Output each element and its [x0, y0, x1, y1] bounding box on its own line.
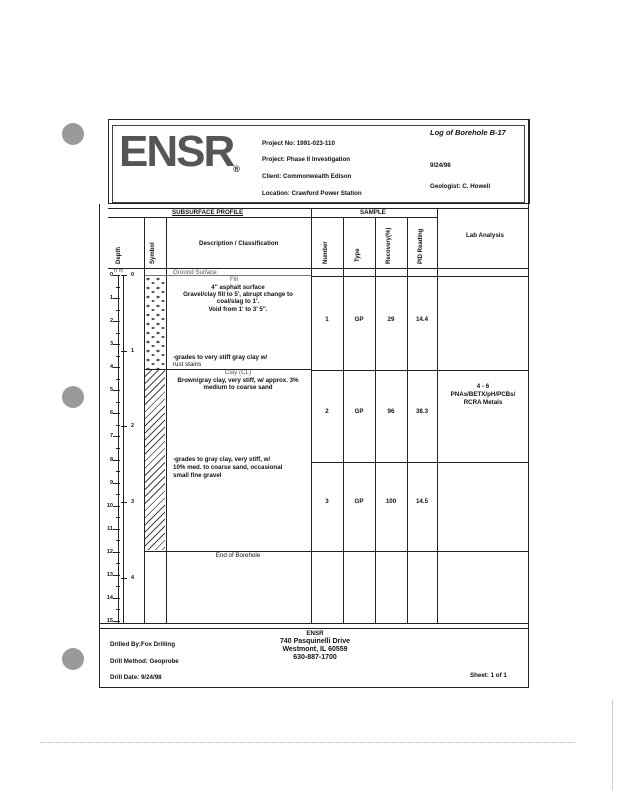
depth-tick-ft: [113, 298, 120, 299]
grades-note-1-line-1: -grades to very stiff gray clay w/: [173, 354, 268, 361]
clay-title: Clay (CL): [224, 369, 252, 376]
table-bottom-border: [99, 687, 529, 688]
sample-heading: SAMPLE: [360, 209, 386, 216]
depth-label-ft: 7: [109, 433, 113, 440]
depth-minor-tick: [116, 310, 120, 311]
drill-date: Drill Date: 9/24/98: [110, 674, 162, 681]
depth-label-m: 0: [131, 272, 135, 278]
clay-line-2: medium to coarse sand: [203, 384, 273, 391]
client: Client: Commonwealth Edison: [262, 173, 352, 180]
depth-label-ft: 11: [107, 525, 113, 532]
depth-label-ft: 10: [106, 502, 113, 509]
col-header-pid: PID Reading: [418, 228, 424, 264]
depth-tick-m: [121, 275, 127, 276]
depth-label-ft: 13: [106, 571, 113, 578]
registered-mark: ®: [233, 164, 238, 174]
lab-analysis-line-2: RCRA Metals: [463, 399, 503, 406]
sample-row-line-2: [311, 370, 528, 371]
grades-note-1-line-2: rust stains: [173, 361, 202, 368]
project-number: Project No: 1991-023-110: [262, 140, 335, 147]
grades-note-2-line-2: 10% med. to coarse sand, occasional: [173, 464, 283, 471]
depth-label-ft: 9: [109, 479, 113, 486]
col-divider-type: [343, 217, 344, 623]
footer-phone: 630-887-1700: [293, 654, 337, 661]
depth-tick-ft: [113, 367, 120, 368]
col-divider-number: [311, 208, 312, 623]
col-header-depth: Depth: [116, 247, 122, 264]
depth-tick-ft: [113, 390, 120, 391]
depth-minor-tick: [116, 448, 120, 449]
col-divider-recovery: [375, 217, 376, 623]
depth-minor-tick: [116, 586, 120, 587]
depth-tick-m: [121, 502, 127, 503]
depth-tick-m: [121, 351, 127, 352]
sample-2-recovery: 96: [387, 408, 395, 415]
depth-label-m: 4: [131, 574, 135, 581]
subsurface-profile-heading: SUBSURFACE PROFILE: [172, 209, 244, 216]
project-name: Project: Phase II Investigation: [262, 156, 351, 163]
depth-minor-tick: [116, 517, 120, 518]
depth-label-ft: 8: [109, 456, 113, 463]
header-row-line: [108, 217, 438, 218]
depth-minor-tick: [116, 540, 120, 541]
location: Location: Crawford Power Station: [262, 190, 362, 197]
depth-minor-tick: [116, 333, 120, 334]
sheet-number: Sheet: 1 of 1: [470, 672, 507, 679]
sample-3-recovery: 100: [385, 498, 397, 505]
depth-tick-ft: [113, 460, 120, 461]
fill-line-1: 4" asphalt surface: [211, 284, 265, 291]
drill-method: Drill Method: Geoprobe: [110, 658, 179, 665]
depth-label-ft: 12: [106, 548, 113, 555]
depth-tick-m: [121, 426, 127, 427]
fill-title: Fill: [230, 276, 238, 283]
sample-2-number: 2: [325, 408, 329, 415]
sample-3-number: 3: [325, 498, 329, 505]
table-left-border: [99, 204, 100, 688]
lab-analysis-depth: 4 - 6: [476, 383, 490, 390]
sample-1-type: GP: [354, 316, 364, 323]
depth-minor-tick: [116, 356, 120, 357]
scan-artifact-edge: [612, 700, 613, 790]
table-right-border: [528, 204, 529, 688]
clay-hatch-symbol: [145, 370, 165, 550]
depth-minor-tick: [116, 563, 120, 564]
depth-tick-ft: [113, 436, 120, 437]
col-header-description: Description / Classification: [199, 240, 279, 247]
depth-minor-tick: [116, 425, 120, 426]
footer-address-2: Westmont, IL 60559: [282, 646, 348, 653]
depth-tick-m: [121, 578, 127, 579]
depth-minor-tick: [116, 471, 120, 472]
ground-surface-line: [145, 275, 311, 276]
footer-address-1: 740 Pasquinelli Drive: [279, 638, 351, 645]
sample-2-pid: 38.3: [415, 408, 429, 415]
depth-tick-ft: [113, 413, 120, 414]
depth-tick-ft: [113, 598, 120, 599]
depth-label-ft: 14: [106, 594, 113, 601]
depth-label-ft: 1: [109, 295, 113, 302]
depth-tick-ft: [113, 529, 120, 530]
clay-line-1: Brown/gray clay, very stiff, w/ approx. 3%: [177, 377, 299, 384]
depth-label-m: 3: [131, 499, 135, 506]
col-header-number: Number: [323, 241, 329, 264]
depth-label-ft: 2: [109, 318, 113, 325]
depth-minor-tick: [116, 379, 120, 380]
depth-label-m: 1: [131, 347, 135, 354]
scale-units: ft m: [114, 268, 124, 274]
depth-label-ft: 5: [109, 387, 113, 394]
depth-tick-ft: [113, 621, 120, 622]
depth-ruler-bar: [118, 275, 124, 623]
sample-1-recovery: 29: [387, 316, 395, 323]
sample-row-line-1: [311, 276, 528, 277]
fill-line-3: coal/slag to 1'.: [216, 298, 260, 305]
end-of-borehole: End of Borehole: [215, 552, 261, 559]
grades-note-2-line-3: small fine gravel: [173, 472, 222, 479]
col-header-lab-analysis: Lab Analysis: [466, 232, 504, 239]
depth-minor-tick: [116, 494, 120, 495]
header-bottom-line: [108, 268, 528, 269]
depth-label-ft: 15: [106, 618, 113, 624]
lab-analysis-line-1: PNAs/BETX/pH/PCBs/: [450, 391, 516, 398]
depth-label-ft: 6: [109, 410, 113, 417]
ensr-logo: ENSR®: [119, 127, 238, 176]
table-top-border: [108, 208, 528, 209]
sample-row-line-3: [311, 462, 528, 463]
binder-hole-middle: [62, 386, 84, 408]
fill-gravel-symbol: [145, 276, 165, 369]
ground-surface-label: Ground Surface: [173, 269, 217, 276]
depth-label-ft: 3: [109, 341, 113, 348]
drilled-by: Drilled By:Fox Drilling: [110, 641, 175, 648]
depth-tick-ft: [113, 344, 120, 345]
depth-tick-ft: [113, 575, 120, 576]
depth-tick-ft: [113, 321, 120, 322]
sample-2-type: GP: [354, 408, 364, 415]
sample-row-line-4: [311, 551, 528, 552]
sample-3-type: GP: [354, 498, 364, 505]
sample-1-number: 1: [325, 316, 329, 323]
col-divider-pid: [407, 217, 408, 623]
depth-tick-ft: [113, 275, 120, 276]
binder-hole-top: [62, 123, 84, 145]
col-divider-lab: [437, 208, 438, 623]
col-header-type: Type: [355, 248, 361, 262]
depth-label-ft: 4: [109, 364, 113, 371]
depth-tick-ft: [113, 506, 120, 507]
footer-top-line: [99, 623, 529, 624]
footer-top-line-2: [99, 628, 529, 629]
fill-line-4: Void from 1' to 3' 5".: [208, 306, 268, 313]
scan-artifact-line: [40, 742, 575, 743]
depth-tick-ft: [113, 552, 120, 553]
sample-3-pid: 14.5: [415, 498, 429, 505]
footer-company: ENSR: [306, 630, 324, 637]
sample-1-pid: 14.4: [415, 316, 429, 323]
depth-minor-tick: [116, 609, 120, 610]
log-date: 9/24/98: [430, 162, 451, 169]
depth-label-m: 2: [131, 423, 135, 430]
geologist: Geologist: C. Howell: [430, 183, 491, 190]
binder-hole-bottom: [62, 648, 84, 670]
depth-minor-tick: [116, 402, 120, 403]
depth-minor-tick: [116, 287, 120, 288]
depth-tick-ft: [113, 483, 120, 484]
col-header-symbol: Symbol: [150, 242, 156, 264]
log-title: Log of Borehole B-17: [430, 128, 506, 137]
col-header-recovery: Recovery(%): [386, 227, 392, 264]
col-divider-description: [166, 217, 167, 623]
fill-line-2: Gravel/clay fill to 5', abrupt change to: [183, 291, 293, 298]
grades-note-2-line-1: -grades to gray clay, very stiff, w/: [173, 456, 271, 463]
depth-label-ft: 0: [109, 272, 113, 278]
